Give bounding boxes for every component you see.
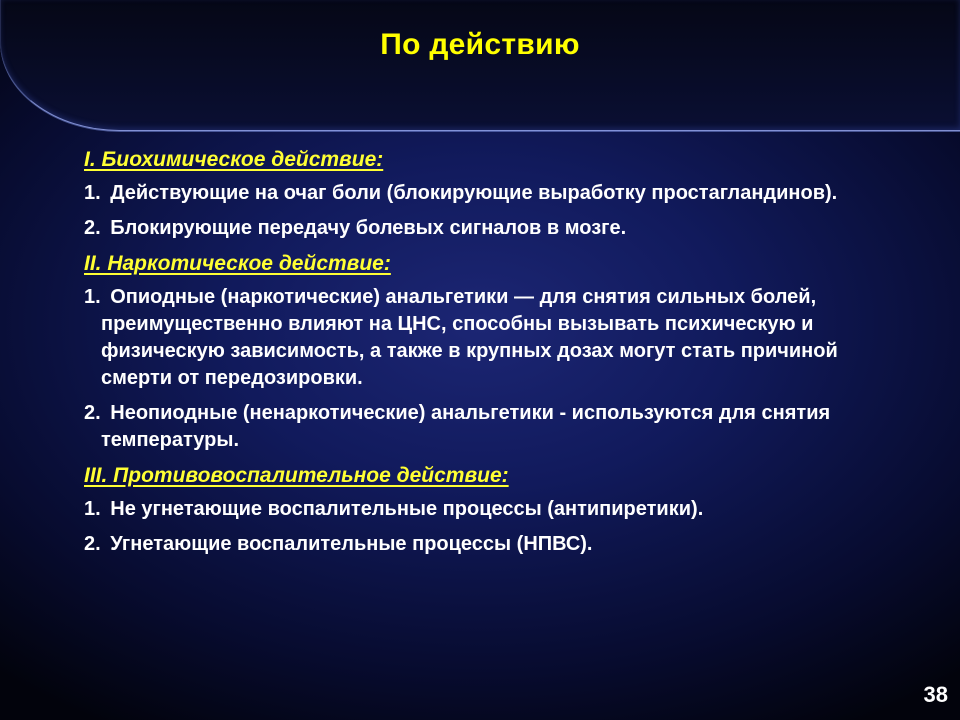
item-text: Неопиодные (ненаркотические) анальгетики - используются для снятия температуры. <box>101 402 831 451</box>
item-number: 2. <box>84 402 101 424</box>
list-item <box>84 531 904 558</box>
item-text: Блокирующие передачу болевых сигналов в мозге. <box>110 217 627 239</box>
slide-title: По действию <box>380 28 580 61</box>
list-item <box>84 400 904 454</box>
item-text: Опиодные (наркотические) анальгетики — для снятия сильных болей, преимущественно влияют на ЦНС, способны вызывать психическую и физическую зависимость, а также в крупных дозах могут стать причиной смерти от передозировки. <box>101 286 838 389</box>
item-text: Не угнетающие воспалительные процессы (антипиретики). <box>110 498 704 520</box>
page-number: 38 <box>923 682 948 707</box>
list-item <box>84 496 904 523</box>
list-item <box>84 215 904 242</box>
section-heading: I. Биохимическое действие: <box>84 148 384 171</box>
list-item <box>84 180 904 207</box>
section-narcotic <box>84 250 904 454</box>
item-text: Угнетающие воспалительные процессы (НПВС). <box>110 533 593 555</box>
section-anti-inflammatory <box>84 462 904 558</box>
item-number: 1. <box>84 182 101 204</box>
section-heading: II. Наркотическое действие: <box>84 252 391 275</box>
list-item <box>84 284 904 392</box>
header-band <box>0 0 960 130</box>
item-text: Действующие на очаг боли (блокирующие выработку простагландинов). <box>110 182 838 204</box>
item-number: 1. <box>84 498 101 520</box>
item-number: 2. <box>84 533 101 555</box>
section-biochemical <box>84 146 904 242</box>
slide-content <box>84 146 904 566</box>
item-number: 1. <box>84 286 101 308</box>
section-heading: III. Противовоспалительное действие: <box>84 464 509 487</box>
item-number: 2. <box>84 217 101 239</box>
